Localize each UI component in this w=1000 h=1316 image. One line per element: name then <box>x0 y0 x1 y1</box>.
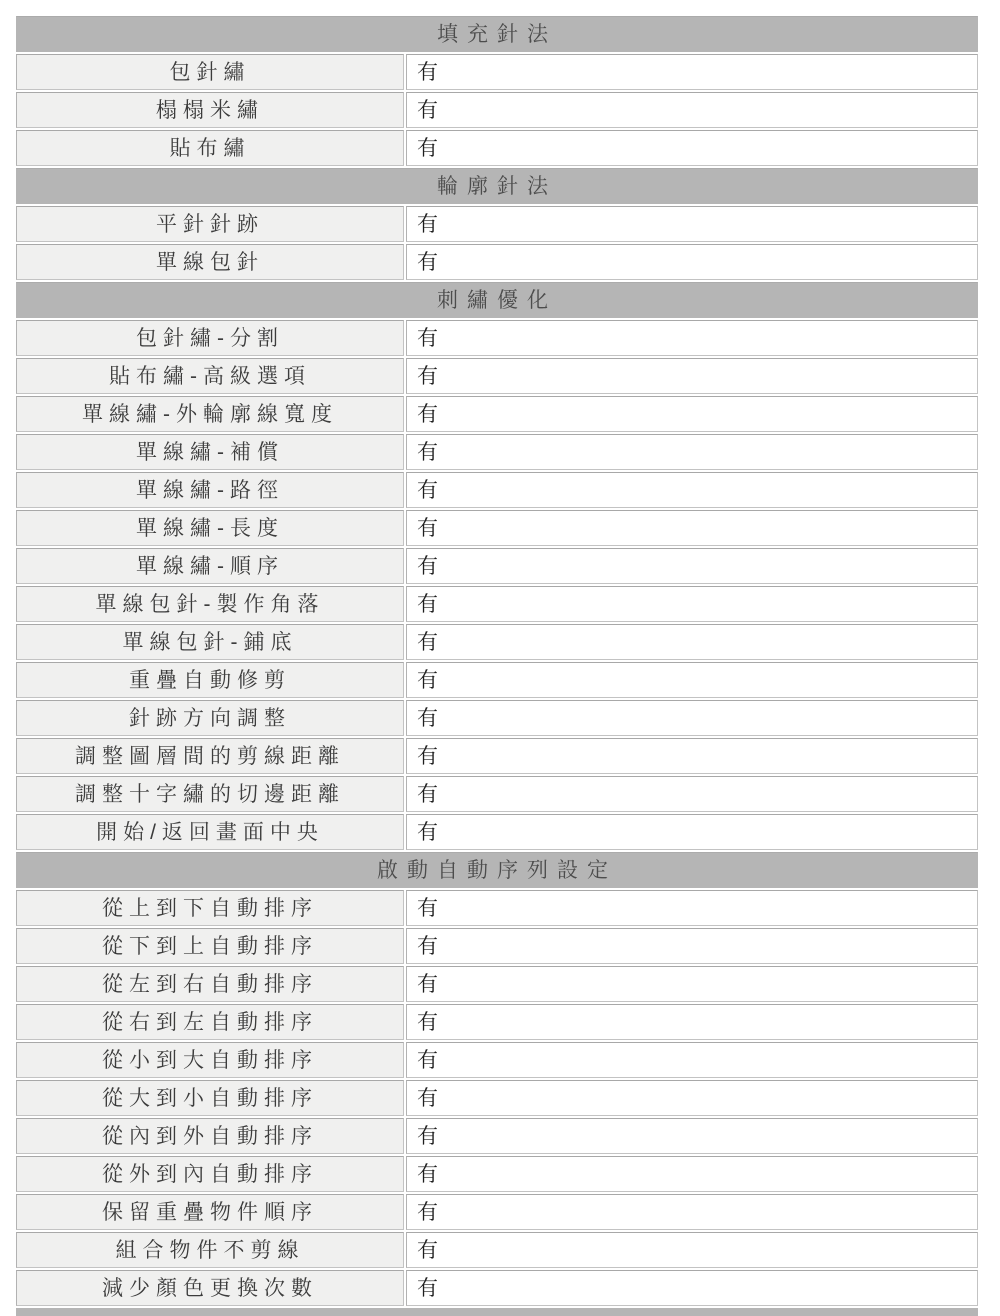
feature-value: 有 <box>406 54 978 90</box>
table-row <box>16 1194 978 1230</box>
feature-label: 從小到大自動排序 <box>16 1042 404 1078</box>
feature-label: 榻榻米繡 <box>16 92 404 128</box>
table-row <box>16 928 978 964</box>
feature-value: 有 <box>406 1156 978 1192</box>
feature-value: 有 <box>406 928 978 964</box>
feature-label: 單線繡-補償 <box>16 434 404 470</box>
table-row <box>16 206 978 242</box>
feature-value: 有 <box>406 1232 978 1268</box>
table-row <box>16 1042 978 1078</box>
table-row <box>16 1232 978 1268</box>
feature-label: 單線包針 <box>16 244 404 280</box>
table-row <box>16 624 978 660</box>
table-row <box>16 472 978 508</box>
feature-label: 包針繡 <box>16 54 404 90</box>
feature-label: 單線繡-長度 <box>16 510 404 546</box>
feature-value: 有 <box>406 92 978 128</box>
feature-value: 有 <box>406 662 978 698</box>
feature-value: 有 <box>406 472 978 508</box>
feature-label: 針跡方向調整 <box>16 700 404 736</box>
feature-value: 有 <box>406 624 978 660</box>
table-row <box>16 738 978 774</box>
feature-value: 有 <box>406 1042 978 1078</box>
section-title: 輪廓針法 <box>16 168 978 204</box>
feature-label: 單線繡-外輪廓線寬度 <box>16 396 404 432</box>
feature-label: 貼布繡 <box>16 130 404 166</box>
table-row <box>16 586 978 622</box>
feature-label: 保留重疊物件順序 <box>16 1194 404 1230</box>
table-row <box>16 1118 978 1154</box>
table-row <box>16 1156 978 1192</box>
section-header-row <box>16 16 978 52</box>
feature-value: 有 <box>406 510 978 546</box>
feature-value: 有 <box>406 434 978 470</box>
feature-label: 包針繡-分割 <box>16 320 404 356</box>
feature-label: 從左到右自動排序 <box>16 966 404 1002</box>
table-row <box>16 700 978 736</box>
feature-label: 減少顏色更換次數 <box>16 1270 404 1306</box>
feature-value: 有 <box>406 1270 978 1306</box>
feature-value: 有 <box>406 586 978 622</box>
section-header-row <box>16 852 978 888</box>
feature-label: 貼布繡-高級選項 <box>16 358 404 394</box>
table-row <box>16 548 978 584</box>
table-row <box>16 814 978 850</box>
partial-bottom-header-cell <box>16 1308 978 1316</box>
feature-value: 有 <box>406 738 978 774</box>
section-header-row <box>16 168 978 204</box>
table-row <box>16 396 978 432</box>
feature-comparison-table <box>14 14 980 1316</box>
feature-label: 從內到外自動排序 <box>16 1118 404 1154</box>
feature-label: 開始/返回畫面中央 <box>16 814 404 850</box>
feature-value: 有 <box>406 1118 978 1154</box>
table-row <box>16 434 978 470</box>
feature-value: 有 <box>406 358 978 394</box>
table-row <box>16 92 978 128</box>
feature-label: 單線包針-製作角落 <box>16 586 404 622</box>
table-row <box>16 1004 978 1040</box>
table-row <box>16 54 978 90</box>
partial-bottom-header-row <box>16 1308 978 1316</box>
feature-value: 有 <box>406 890 978 926</box>
feature-value: 有 <box>406 1004 978 1040</box>
feature-value: 有 <box>406 1080 978 1116</box>
table-row <box>16 130 978 166</box>
table-row <box>16 662 978 698</box>
feature-value: 有 <box>406 206 978 242</box>
table-row <box>16 1080 978 1116</box>
table-row <box>16 510 978 546</box>
feature-value: 有 <box>406 700 978 736</box>
feature-label: 單線繡-路徑 <box>16 472 404 508</box>
feature-label: 單線繡-順序 <box>16 548 404 584</box>
feature-value: 有 <box>406 396 978 432</box>
feature-value: 有 <box>406 1194 978 1230</box>
table-row <box>16 244 978 280</box>
section-title: 啟動自動序列設定 <box>16 852 978 888</box>
feature-label: 從右到左自動排序 <box>16 1004 404 1040</box>
feature-label: 單線包針-鋪底 <box>16 624 404 660</box>
table-row <box>16 776 978 812</box>
table-row <box>16 890 978 926</box>
table-row <box>16 966 978 1002</box>
feature-label: 調整十字繡的切邊距離 <box>16 776 404 812</box>
feature-label: 平針針跡 <box>16 206 404 242</box>
table-row <box>16 1270 978 1306</box>
feature-value: 有 <box>406 548 978 584</box>
feature-label: 從外到內自動排序 <box>16 1156 404 1192</box>
section-title: 填充針法 <box>16 16 978 52</box>
feature-value: 有 <box>406 814 978 850</box>
feature-label: 重疊自動修剪 <box>16 662 404 698</box>
feature-label: 調整圖層間的剪線距離 <box>16 738 404 774</box>
section-title: 刺繡優化 <box>16 282 978 318</box>
feature-label: 組合物件不剪線 <box>16 1232 404 1268</box>
feature-value: 有 <box>406 320 978 356</box>
feature-label: 從下到上自動排序 <box>16 928 404 964</box>
feature-label: 從大到小自動排序 <box>16 1080 404 1116</box>
feature-value: 有 <box>406 776 978 812</box>
feature-value: 有 <box>406 244 978 280</box>
feature-value: 有 <box>406 130 978 166</box>
feature-label: 從上到下自動排序 <box>16 890 404 926</box>
table-row <box>16 358 978 394</box>
section-header-row <box>16 282 978 318</box>
feature-value: 有 <box>406 966 978 1002</box>
table-row <box>16 320 978 356</box>
